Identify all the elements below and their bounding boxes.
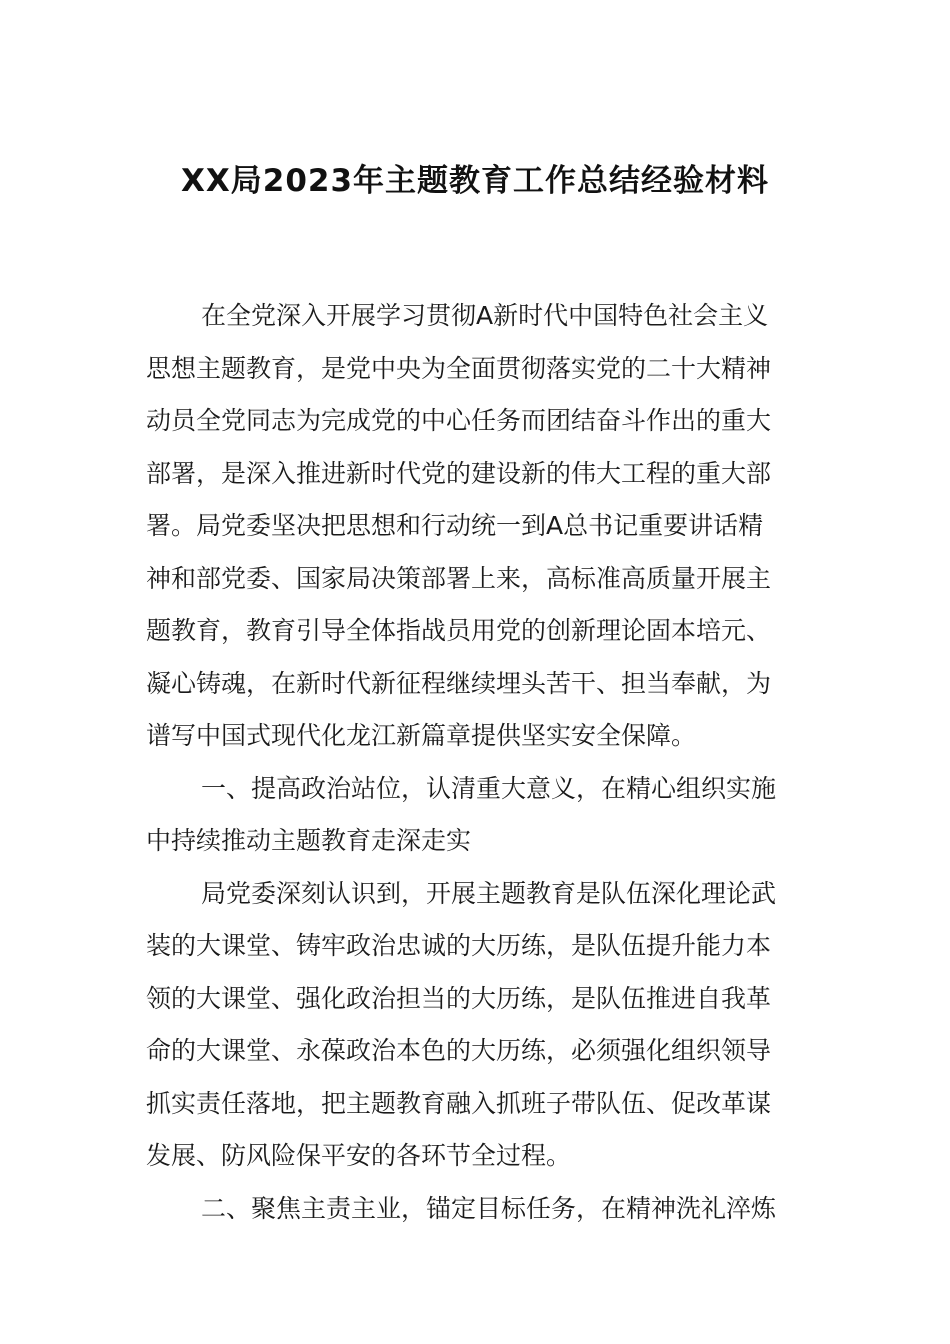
text-line: 在全党深入开展学习贯彻A新时代中国特色社会主义 <box>201 301 769 330</box>
text-line: 思想主题教育，是党中央为全面贯彻落实党的二十大精神 <box>146 353 772 383</box>
text-line: 命的大课堂、永葆政治本色的大历练，必须强化组织领导 <box>146 1036 772 1065</box>
text-line: 发展、防风险保平安的各环节全过程。 <box>146 1141 572 1170</box>
text-line: 装的大课堂、铸牢政治忠诚的大历练，是队伍提升能力本 <box>146 931 772 960</box>
document-body <box>146 290 806 1235</box>
text-line: 抓实责任落地，把主题教育融入抓班子带队伍、促改革谋 <box>146 1088 772 1118</box>
text-line: 一、提高政治站位，认清重大意义，在精心组织实施 <box>201 773 777 803</box>
text-line: 部署，是深入推进新时代党的建设新的伟大工程的重大部 <box>146 458 772 488</box>
text-line: 领的大课堂、强化政治担当的大历练，是队伍推进自我革 <box>146 983 772 1013</box>
text-line: 凝心铸魂，在新时代新征程继续埋头苦干、担当奉献，为 <box>146 668 772 698</box>
text-line: 中持续推动主题教育走深走实 <box>146 826 472 855</box>
text-line: 局党委深刻认识到，开展主题教育是队伍深化理论武 <box>201 878 777 908</box>
section-heading-1 <box>146 763 806 868</box>
document-title: XX局2023年主题教育工作总结经验材料 <box>180 163 770 199</box>
text-line: 谱写中国式现代化龙江新篇章提供坚实安全保障。 <box>146 721 697 750</box>
paragraph-section-1 <box>146 868 806 1183</box>
text-line: 神和部党委、国家局决策部署上来，高标准高质量开展主 <box>146 563 772 593</box>
text-line: 二、聚焦主责主业，锚定目标任务，在精神洗礼淬炼 <box>201 1193 777 1223</box>
text-line: 动员全党同志为完成党的中心任务而团结奋斗作出的重大 <box>146 406 772 435</box>
text-line: 题教育，教育引导全体指战员用党的创新理论固本培元、 <box>146 616 772 645</box>
paragraph-intro <box>146 290 806 763</box>
section-heading-2 <box>146 1183 806 1236</box>
text-line: 署。局党委坚决把思想和行动统一到A总书记重要讲话精 <box>146 511 764 540</box>
